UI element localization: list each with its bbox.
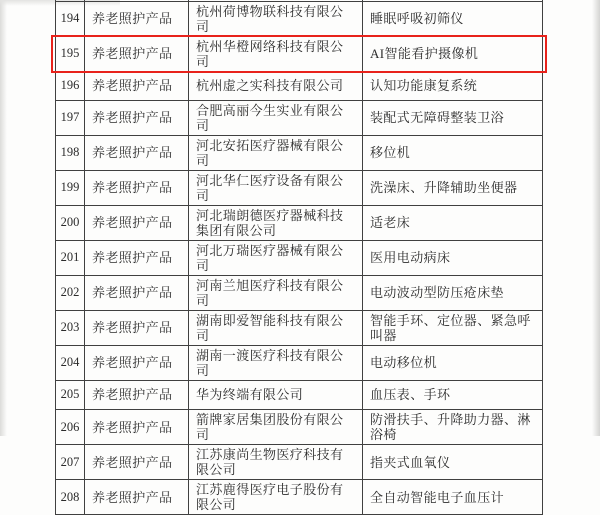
company-cell: 江苏康尚生物医疗科技有限公司: [189, 445, 363, 479]
category-cell: 养老照护产品: [85, 241, 189, 275]
company-cell: 河北华仁医疗设备有限公司: [189, 171, 363, 205]
category-cell: [85, 0, 189, 1]
table-row: [55, 136, 543, 171]
row-number-cell: 206: [55, 410, 85, 444]
table-row-highlighted: [55, 37, 543, 72]
company-cell: 江苏鹿得医疗电子股份有限公司: [189, 480, 363, 514]
product-cell: 电动波动型防压疮床垫: [363, 276, 543, 310]
table-row: [55, 206, 543, 241]
page-edge-shadow-left: [0, 0, 7, 436]
category-cell: 养老照护产品: [85, 206, 189, 240]
company-cell: 河南兰旭医疗科技有限公司: [189, 276, 363, 310]
category-cell: 养老照护产品: [85, 72, 189, 100]
product-cell: 医用电动病床: [363, 241, 543, 275]
table-row: [55, 311, 543, 346]
product-cell: 血压表、手环: [363, 381, 543, 409]
company-cell: [189, 0, 363, 1]
product-cell: 装配式无障碍整装卫浴: [363, 101, 543, 135]
product-cell: AI智能看护摄像机: [363, 37, 543, 71]
table-row: [55, 101, 543, 136]
category-cell: 养老照护产品: [85, 2, 189, 36]
row-number-cell: 205: [55, 381, 85, 409]
company-cell: 河北瑞朗德医疗器械科技集团有限公司: [189, 206, 363, 240]
category-cell: 养老照护产品: [85, 101, 189, 135]
row-number-cell: 194: [55, 2, 85, 36]
company-cell: 杭州荷博物联科技有限公司: [189, 2, 363, 36]
category-cell: 养老照护产品: [85, 37, 189, 71]
product-cell: 睡眠呼吸初筛仪: [363, 2, 543, 36]
company-cell: 湖南一渡医疗科技有限公司: [189, 346, 363, 380]
company-cell: 杭州华橙网络科技有限公司: [189, 37, 363, 71]
product-cell: 认知功能康复系统: [363, 72, 543, 100]
category-cell: 养老照护产品: [85, 346, 189, 380]
row-number-cell: 200: [55, 206, 85, 240]
product-cell: 指夹式血氧仪: [363, 445, 543, 479]
category-cell: 养老照护产品: [85, 480, 189, 514]
row-number-cell: 204: [55, 346, 85, 380]
product-cell: 洗澡床、升降辅助坐便器: [363, 171, 543, 205]
row-number-cell: 195: [55, 37, 85, 71]
product-cell: 智能手环、定位器、紧急呼叫器: [363, 311, 543, 345]
table-row: [55, 480, 543, 515]
category-cell: 养老照护产品: [85, 445, 189, 479]
category-cell: 养老照护产品: [85, 136, 189, 170]
row-number-cell: 201: [55, 241, 85, 275]
table-row: [55, 346, 543, 381]
page-edge-shadow-right: [592, 0, 600, 436]
category-cell: 养老照护产品: [85, 171, 189, 205]
company-cell: 合肥高丽今生实业有限公司: [189, 101, 363, 135]
company-cell: 华为终端有限公司: [189, 381, 363, 409]
row-number-cell: 197: [55, 101, 85, 135]
elderly-care-product-table: [55, 0, 543, 515]
row-number-cell: 196: [55, 72, 85, 100]
row-number-cell: 199: [55, 171, 85, 205]
product-cell: [363, 0, 543, 1]
product-cell: 电动移位机: [363, 346, 543, 380]
company-cell: 箭牌家居集团股份有限公司: [189, 410, 363, 444]
company-cell: 湖南即爱智能科技有限公司: [189, 311, 363, 345]
table-row: [55, 445, 543, 480]
company-cell: 河北安拓医疗器械有限公司: [189, 136, 363, 170]
table-row: [55, 2, 543, 37]
row-number-cell: 198: [55, 136, 85, 170]
row-number-cell: 207: [55, 445, 85, 479]
table-row: [55, 410, 543, 445]
category-cell: 养老照护产品: [85, 381, 189, 409]
table-row: [55, 171, 543, 206]
table-row: [55, 276, 543, 311]
row-number-cell: 208: [55, 480, 85, 514]
company-cell: 杭州虚之实科技有限公司: [189, 72, 363, 100]
product-cell: 适老床: [363, 206, 543, 240]
row-number-cell: [55, 0, 85, 1]
category-cell: 养老照护产品: [85, 276, 189, 310]
product-cell: 防滑扶手、升降助力器、淋浴椅: [363, 410, 543, 444]
row-number-cell: 202: [55, 276, 85, 310]
row-number-cell: 203: [55, 311, 85, 345]
table-row: [55, 381, 543, 410]
table-row: [55, 241, 543, 276]
product-cell: 移位机: [363, 136, 543, 170]
table-row: [55, 72, 543, 101]
product-cell: 全自动智能电子血压计: [363, 480, 543, 514]
category-cell: 养老照护产品: [85, 311, 189, 345]
category-cell: 养老照护产品: [85, 410, 189, 444]
company-cell: 河北万瑞医疗器械有限公司: [189, 241, 363, 275]
